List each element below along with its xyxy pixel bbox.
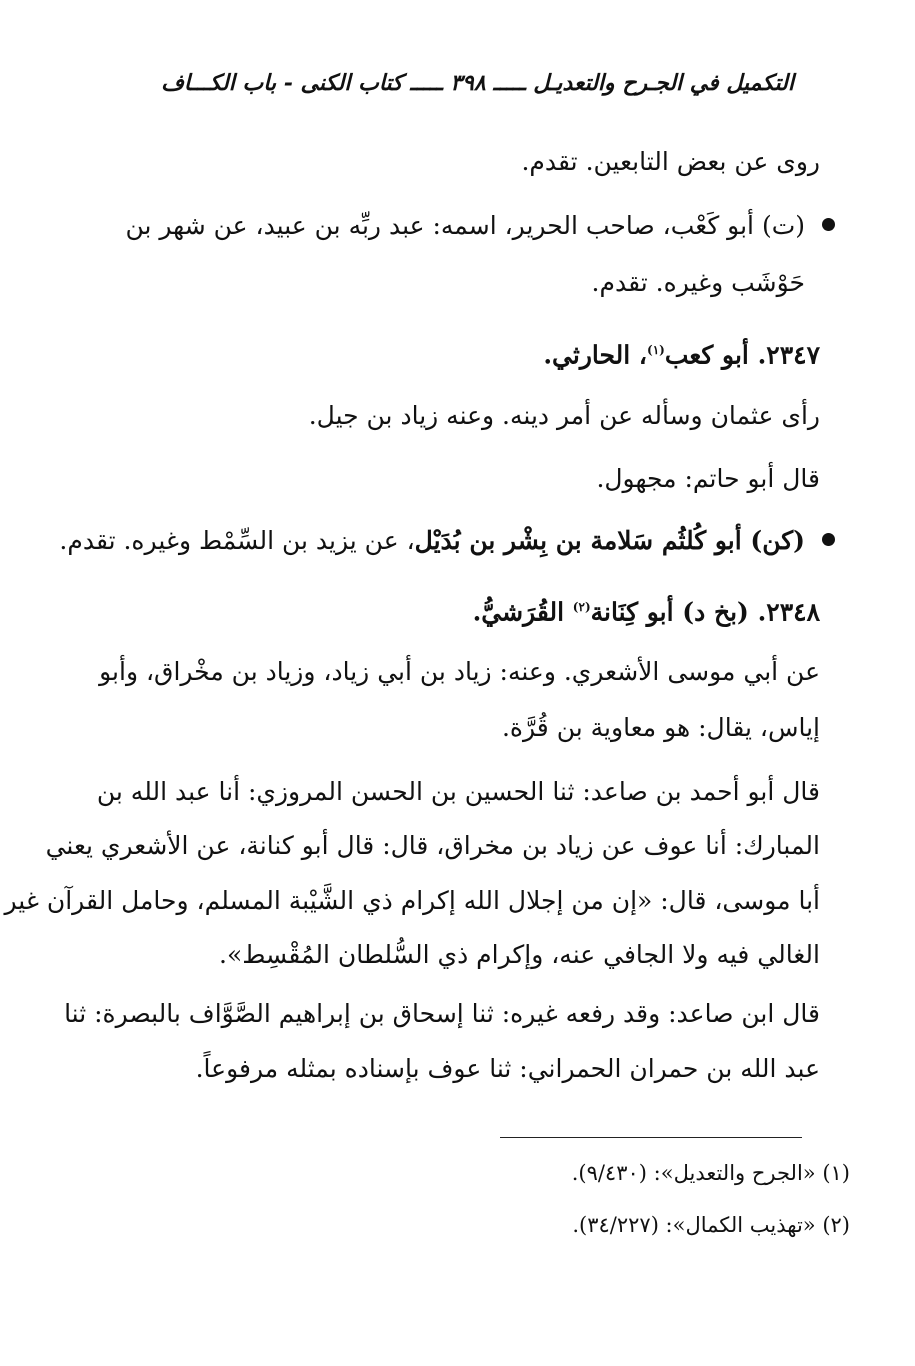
text-line: حَوْشَب وغيره. تقدم. (591, 268, 805, 297)
entry-name: (كن) أبو كُلثُم سَلامة بن بِشْر بن بُدَيْل (414, 526, 805, 555)
entry-heading-text: ٢٣٤٧. أبو كعب (664, 340, 820, 370)
entry-heading-text: ٢٣٤٨. (بخ د) أبو كِنَانة (590, 597, 820, 627)
text-line: قال أبو حاتم: مجهول. (596, 464, 820, 493)
text-line: رأى عثمان وسأله عن أمر دينه. وعنه زياد بن جيل. (308, 401, 820, 430)
footnote-divider (500, 1137, 802, 1138)
entry-line (125, 206, 805, 246)
text-line: أبا موسى، قال: «إن من إجلال الله إكرام ذي الشَّيْبة المسلم، وحامل القرآن غير (4, 886, 820, 915)
footnote-ref: (٢) (572, 600, 591, 614)
entry-text: ، عن يزيد بن السِّمْط وغيره. تقدم. (59, 526, 415, 555)
footnote-ref: (١) (647, 343, 665, 357)
bullet-icon (822, 533, 835, 546)
text-line: قال ابن صاعد: وقد رفعه غيره: ثنا إسحاق بن إبراهيم الصَّوَّاف بالبصرة: ثنا (64, 999, 820, 1028)
entry-heading-rest: القُرَشيُّ. (472, 597, 573, 627)
entry-heading-2347 (543, 330, 820, 375)
text-line: عن أبي موسى الأشعري. وعنه: زياد بن أبي زياد، وزياد بن مخْراق، وأبو (99, 657, 820, 686)
text-line: إياس، يقال: هو معاوية بن قُرَّة. (501, 713, 820, 742)
entry-line (59, 521, 805, 561)
text-line: قال أبو أحمد بن صاعد: ثنا الحسين بن الحسن المروزي: أنا عبد الله بن (96, 777, 820, 806)
entry-text: (ت) أبو كَعْب، صاحب الحرير، اسمه: عبد ربِّه بن عبيد، عن شهر بن (125, 211, 805, 240)
bullet-icon (822, 218, 835, 231)
text-line: الغالي فيه ولا الجافي عنه، وإكرام ذي السُّلطان المُقْسِط». (219, 940, 820, 969)
footnote-2: (٢) «تهذيب الكمال»: (٣٤/٢٢٧). (572, 1213, 850, 1237)
text-line: روى عن بعض التابعين. تقدم. (521, 147, 820, 176)
footnote-1: (١) «الجرح والتعديل»: (٩/٤٣٠). (571, 1161, 850, 1185)
text-line: عبد الله بن حمران الحمراني: ثنا عوف بإسناده بمثله مرفوعاً. (195, 1054, 820, 1083)
entry-heading-rest: ، الحارثي. (543, 340, 647, 370)
text-line: المبارك: أنا عوف عن زياد بن مخراق، قال: قال أبو كنانة، عن الأشعري يعني (45, 831, 820, 860)
running-header: التكميل في الجـرح والتعديـل ـــــ ٣٩٨ ـــــ كتاب الكنى - باب الكـــاف (161, 70, 794, 96)
entry-heading-2348 (473, 587, 820, 632)
